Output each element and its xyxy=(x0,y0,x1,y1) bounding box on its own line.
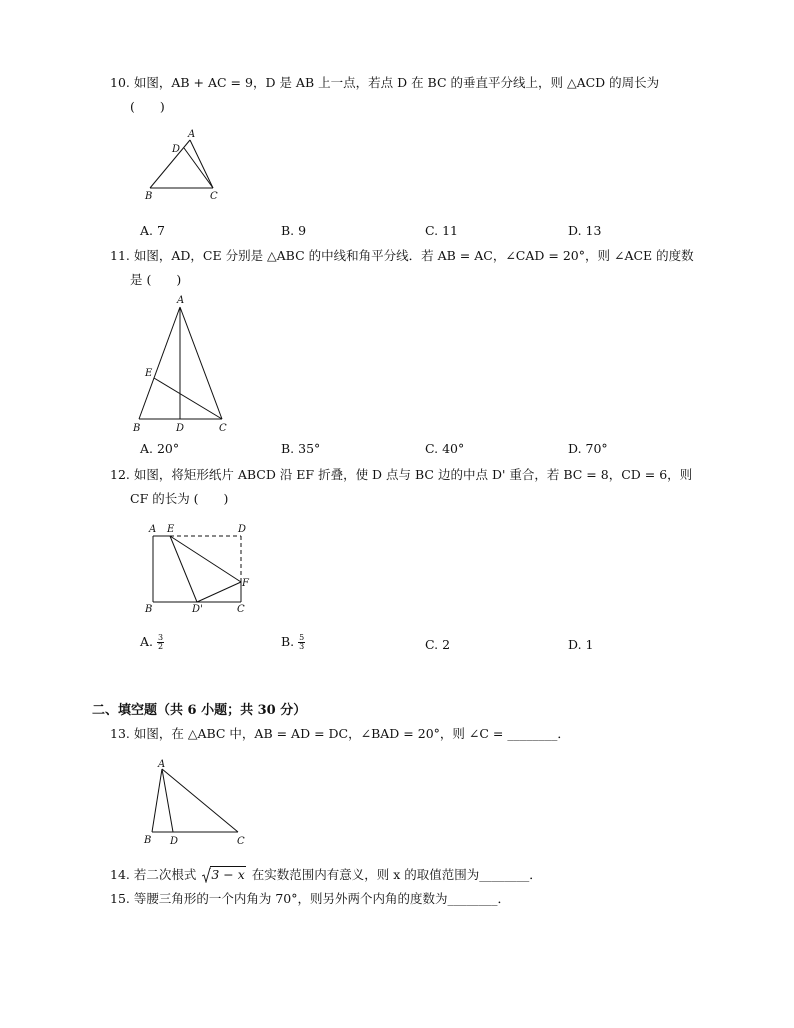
q13-label-b: B xyxy=(144,835,152,846)
q12-option-b-fraction xyxy=(298,634,305,651)
q14-radicand: 3 − x xyxy=(211,867,245,882)
q10-label-d: D xyxy=(172,144,181,155)
q11-option-d[interactable]: D. 70° xyxy=(568,441,608,456)
q11-figure xyxy=(130,290,235,435)
q12-label-d: D xyxy=(238,524,247,535)
q13-figure xyxy=(140,756,255,851)
q12-option-d[interactable]: D. 1 xyxy=(568,637,594,652)
q12-option-a[interactable] xyxy=(140,634,164,651)
q14-stem-suffix: 在实数范围内有意义，则 x 的取值范围为________． xyxy=(251,867,542,882)
q11-label-e: E xyxy=(145,368,153,379)
q12-option-b[interactable] xyxy=(281,634,305,651)
q10-option-a[interactable]: A. 7 xyxy=(140,223,165,238)
q12-option-a-numerator: 3 xyxy=(158,633,164,642)
q12-label-f: F xyxy=(242,578,249,589)
q10-label-b: B xyxy=(145,191,153,202)
q12-label-d-prime: D' xyxy=(192,604,203,615)
q12-stem-line2: CF 的长为 ( ) xyxy=(130,491,229,506)
q11-stem-line2: 是 ( ) xyxy=(130,272,182,287)
q11-label-b: B xyxy=(133,423,141,434)
q11-option-a[interactable]: A. 20° xyxy=(140,441,180,456)
q10-label-a: A xyxy=(188,129,196,140)
radical-sign-icon xyxy=(202,867,211,883)
q10-label-c: C xyxy=(210,191,218,202)
q15-stem: 15. 等腰三角形的一个内角为 70°，则另外两个内角的度数为________． xyxy=(110,891,510,906)
q12-stem-line1: 12. 如图，将矩形纸片 ABCD 沿 EF 折叠，使 D 点与 BC 边的中点 D' 重合，若 BC = 8，CD = 6，则 xyxy=(110,467,693,482)
q10-stem-line2: ( ) xyxy=(130,99,165,114)
q12-label-e: E xyxy=(167,524,175,535)
q10-figure xyxy=(140,126,230,206)
q13-stem: 13. 如图，在 △ABC 中，AB = AD = DC，∠BAD = 20°，则 ∠C = ________． xyxy=(110,726,570,741)
q11-label-a: A xyxy=(177,295,185,306)
q13-label-c: C xyxy=(237,836,245,847)
q10-option-c[interactable]: C. 11 xyxy=(425,223,458,238)
q14-stem xyxy=(110,866,542,884)
q10-option-d[interactable]: D. 13 xyxy=(568,223,602,238)
q11-option-b[interactable]: B. 35° xyxy=(281,441,321,456)
q12-option-b-numerator: 5 xyxy=(299,633,305,642)
q11-label-c: C xyxy=(219,423,227,434)
q12-option-c[interactable]: C. 2 xyxy=(425,637,451,652)
q10-stem-line1: 10. 如图，AB + AC = 9，D 是 AB 上一点，若点 D 在 BC 的垂直平分线上，则 △ACD 的周长为 xyxy=(110,75,660,90)
q11-stem-line1: 11. 如图，AD，CE 分别是 △ABC 的中线和角平分线．若 AB = AC，∠CAD = 20°，则 ∠ACE 的度数 xyxy=(110,248,694,263)
q13-label-a: A xyxy=(158,759,166,770)
q12-option-b-denominator: 3 xyxy=(299,642,305,651)
q13-label-d: D xyxy=(170,836,179,847)
q11-label-d: D xyxy=(176,423,185,434)
q10-option-b[interactable]: B. 9 xyxy=(281,223,307,238)
section-2-heading: 二、填空题（共 6 小题；共 30 分） xyxy=(92,703,307,718)
q12-label-c: C xyxy=(237,604,245,615)
q12-option-a-fraction xyxy=(157,634,164,651)
q12-option-a-prefix: A. xyxy=(140,634,154,649)
q11-option-c[interactable]: C. 40° xyxy=(425,441,465,456)
q12-option-a-denominator: 2 xyxy=(158,642,164,651)
q14-radical xyxy=(202,866,245,884)
q12-label-b: B xyxy=(145,604,153,615)
q12-figure xyxy=(140,520,260,620)
q14-stem-prefix: 14. 若二次根式 xyxy=(110,867,197,882)
q12-option-b-prefix: B. xyxy=(281,634,295,649)
q12-label-a: A xyxy=(149,524,157,535)
